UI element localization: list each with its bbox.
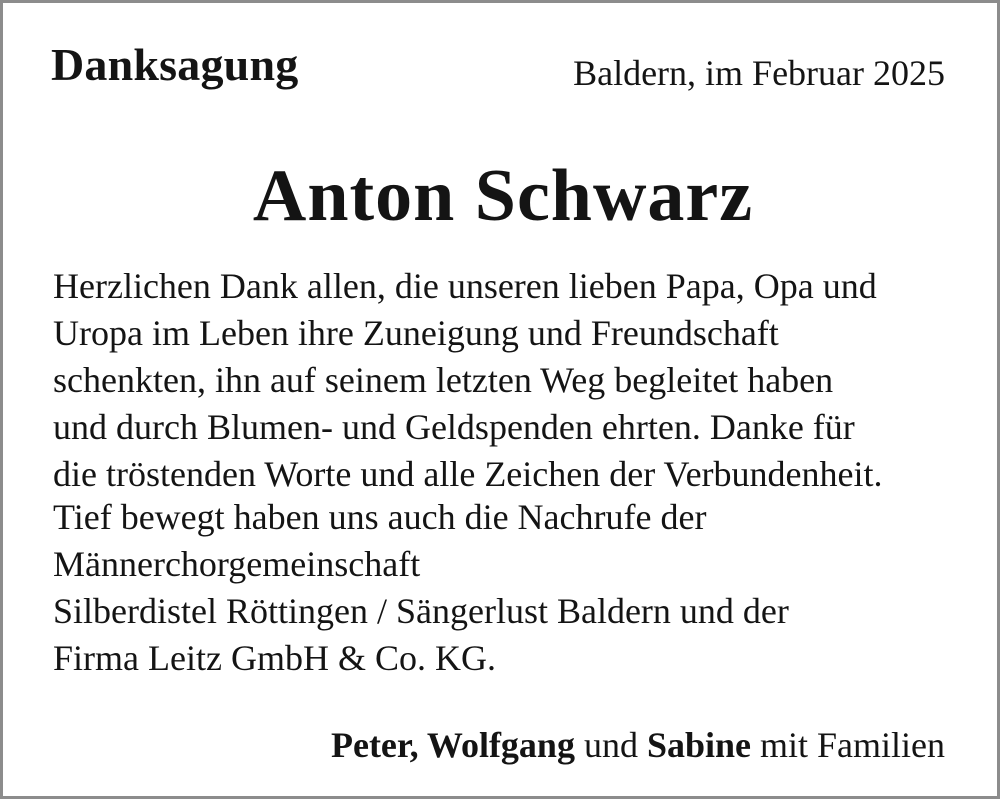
notice-heading: Danksagung — [51, 39, 299, 90]
text-line: Herzlichen Dank allen, die unseren lieben Papa, Opa und — [53, 266, 877, 306]
text-line: Uropa im Leben ihre Zuneigung und Freundschaft — [53, 313, 779, 353]
text-line: die tröstenden Worte und alle Zeichen der Verbundenheit. — [53, 454, 883, 494]
signature-conjunction: und — [574, 725, 647, 765]
family-signature — [331, 723, 945, 767]
place-date: Baldern, im Februar 2025 — [573, 53, 945, 93]
thanks-paragraph — [53, 263, 983, 498]
text-line: und durch Blumen- und Geldspenden ehrten. Danke für — [53, 407, 855, 447]
text-line: Firma Leitz GmbH & Co. KG. — [53, 638, 496, 678]
text-line: schenkten, ihn auf seinem letzten Weg begleitet haben — [53, 360, 834, 400]
text-line: Silberdistel Röttingen / Sängerlust Baldern und der — [53, 591, 789, 631]
deceased-name: Anton Schwarz — [252, 155, 754, 237]
signature-name-bold: Sabine — [646, 725, 751, 765]
text-line: Tief bewegt haben uns auch die Nachrufe der — [53, 497, 707, 537]
obituaries-paragraph — [53, 494, 983, 682]
signature-suffix: mit Familien — [751, 725, 945, 765]
text-line: Männerchorgemeinschaft — [53, 544, 421, 584]
signature-names-bold: Peter, Wolfgang — [330, 725, 575, 765]
